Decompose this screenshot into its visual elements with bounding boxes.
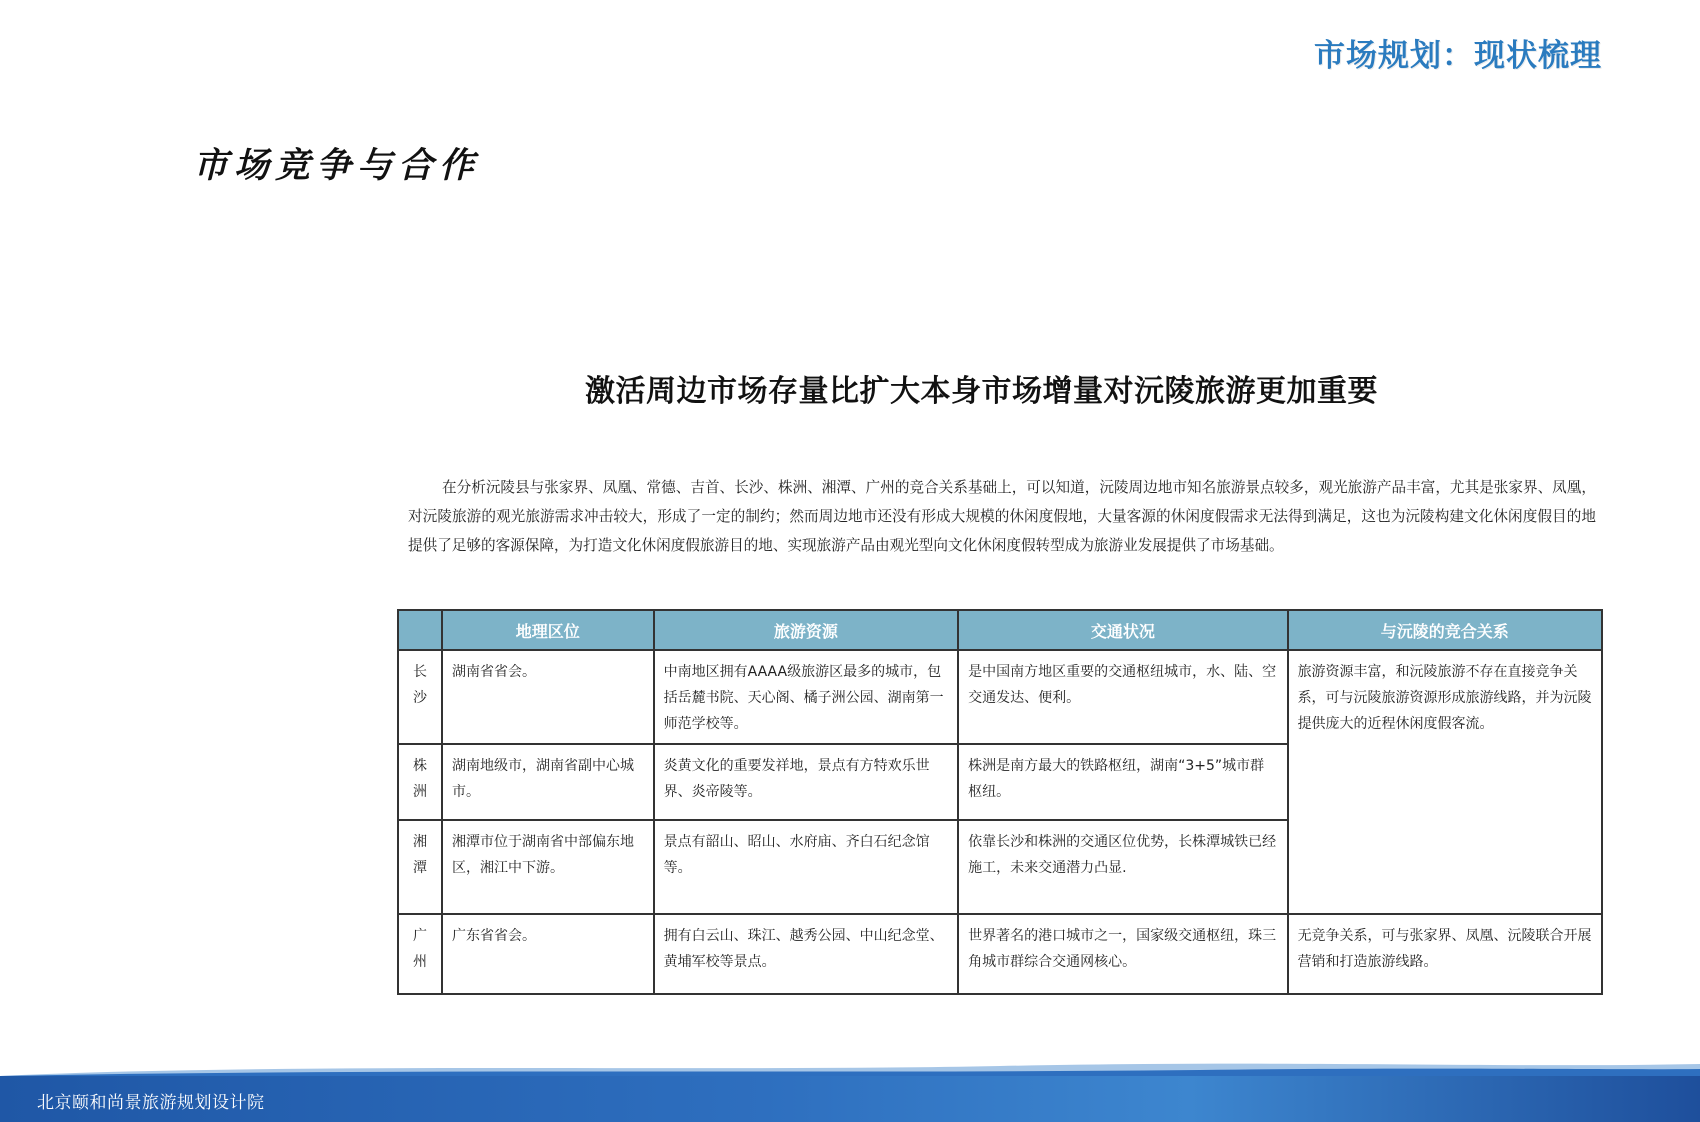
table-cell-city: [398, 914, 442, 994]
table-cell-city: [398, 744, 442, 820]
table-row: [398, 914, 1602, 994]
table-cell-resources: 中南地区拥有AAAA级旅游区最多的城市，包括岳麓书院、天心阁、橘子洲公园、湖南第一师范学校等。: [654, 650, 958, 744]
city-label: 湘潭: [412, 834, 427, 876]
table-cell-location: 湖南省省会。: [442, 650, 654, 744]
city-label: 广州: [412, 928, 427, 970]
section-title: 市场竞争与合作: [193, 145, 481, 186]
table-header-transport: 交通状况: [958, 610, 1287, 650]
table-cell-relation: 无竞争关系，可与张家界、凤凰、沅陵联合开展营销和打造旅游线路。: [1288, 914, 1602, 994]
table-cell-resources: 炎黄文化的重要发祥地，景点有方特欢乐世界、炎帝陵等。: [654, 744, 958, 820]
footer-bar: [0, 1076, 1700, 1122]
body-paragraph: 在分析沅陵县与张家界、凤凰、常德、吉首、长沙、株洲、湘潭、广州的竞合关系基础上，可以知道，沅陵周边地市知名旅游景点较多，观光旅游产品丰富，尤其是张家界、凤凰，对沅陵旅游的观光旅游需求冲击较大，形成了一定的制约；然而周边地市还没有形成大规模的休闲度假地，大量客源的休闲度假需求无法得到满足，这也为沅陵构建文化休闲度假目的地提供了足够的客源保障，为打造文化休闲度假旅游目的地、实现旅游产品由观光型向文化休闲度假转型成为旅游业发展提供了市场基础。: [408, 479, 1596, 554]
comparison-table: [397, 609, 1603, 995]
table-cell-location: 湖南地级市，湖南省副中心城市。: [442, 744, 654, 820]
footer-wave-decoration: [0, 1058, 1700, 1076]
footer-org-name: 北京颐和尚景旅游规划设计院: [37, 1093, 265, 1113]
table-cell-location: 广东省省会。: [442, 914, 654, 994]
table-cell-transport: 是中国南方地区重要的交通枢纽城市，水、陆、空交通发达、便利。: [958, 650, 1287, 744]
table-cell-resources: 拥有白云山、珠江、越秀公园、中山纪念堂、黄埔军校等景点。: [654, 914, 958, 994]
table-cell-transport: 依靠长沙和株洲的交通区位优势，长株潭城铁已经施工，未来交通潜力凸显.: [958, 820, 1287, 914]
table-cell-relation: 旅游资源丰富，和沅陵旅游不存在直接竞争关系，可与沅陵旅游资源形成旅游线路，并为沅陵提供庞大的近程休闲度假客流。: [1288, 650, 1602, 914]
table-cell-transport: 株洲是南方最大的铁路枢纽，湖南“3+5”城市群枢纽。: [958, 744, 1287, 820]
city-label: 株洲: [412, 758, 427, 800]
table-cell-location: 湘潭市位于湖南省中部偏东地区，湘江中下游。: [442, 820, 654, 914]
table-header-city: [398, 610, 442, 650]
table-cell-resources: 景点有韶山、昭山、水府庙、齐白石纪念馆等。: [654, 820, 958, 914]
table-header-location: 地理区位: [442, 610, 654, 650]
table-header-relation: 与沅陵的竞合关系: [1288, 610, 1602, 650]
headline: 激活周边市场存量比扩大本身市场增量对沅陵旅游更加重要: [585, 374, 1378, 409]
table-cell-city: [398, 820, 442, 914]
table-header-row: [398, 610, 1602, 650]
table-row: [398, 650, 1602, 744]
city-label: 长沙: [412, 664, 427, 706]
table-cell-transport: 世界著名的港口城市之一，国家级交通枢纽，珠三角城市群综合交通网核心。: [958, 914, 1287, 994]
header-title: 市场规划：现状梳理: [1314, 38, 1602, 74]
table-cell-city: [398, 650, 442, 744]
table-header-resources: 旅游资源: [654, 610, 958, 650]
